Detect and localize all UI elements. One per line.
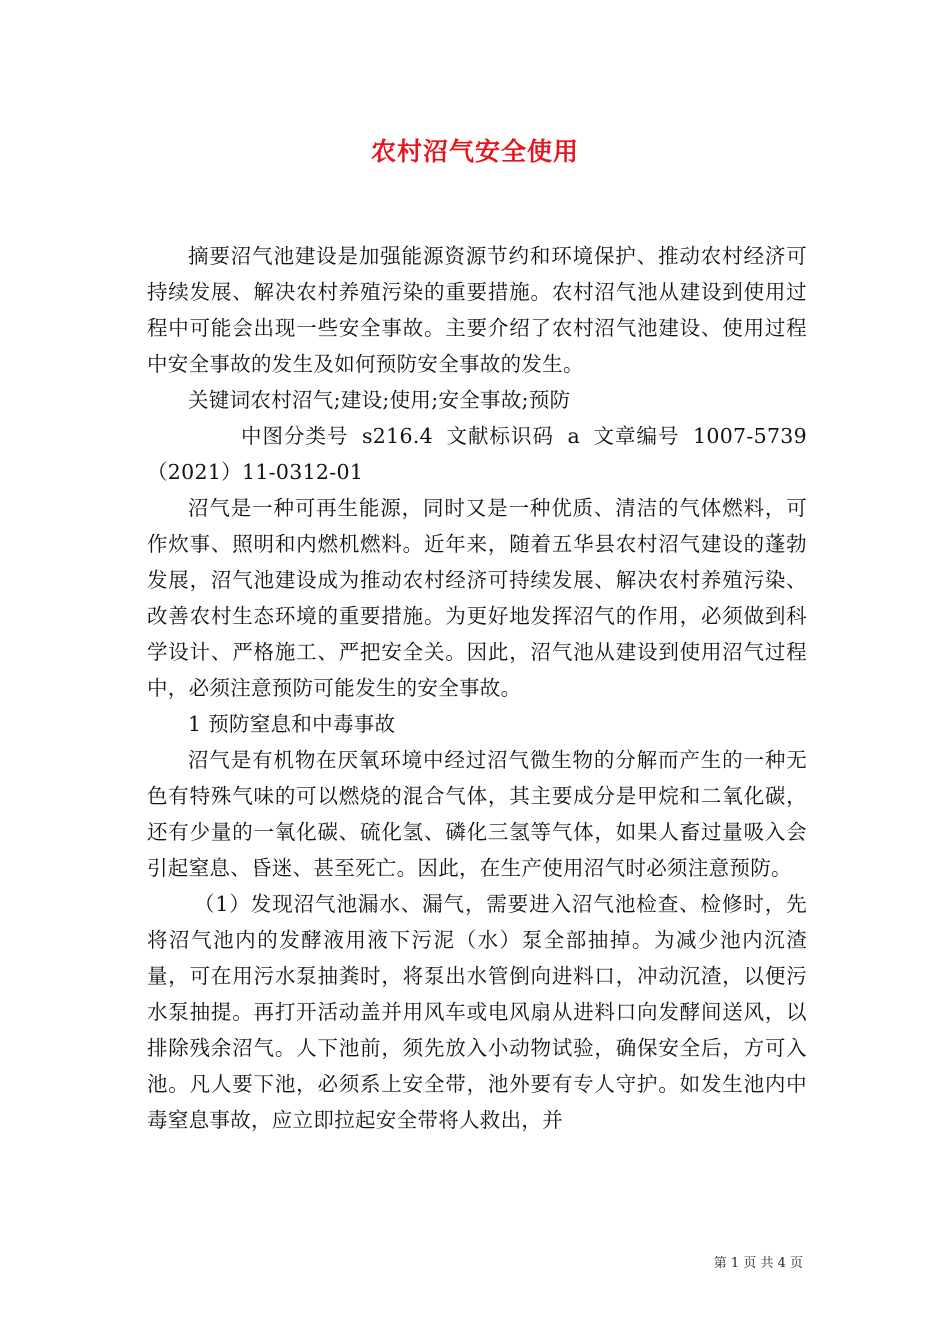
- intro-paragraph: 沼气是一种可再生能源，同时又是一种优质、清洁的气体燃料，可作炊事、照明和内燃机燃料。近年来，随着五华县农村沼气建设的蓬勃发展，沼气池建设成为推动农村经济可持续发展、解决农村养殖污染、改善农村生态环境的重要措施。为更好地发挥沼气的作用，必须做到科学设计、严格施工、严把安全关。因此，沼气池从建设到使用沼气过程中，必须注意预防可能发生的安全事故。: [147, 496, 807, 700]
- page-number: 第 1 页 共 4 页: [713, 1256, 803, 1271]
- section-body-paragraph: 沼气是有机物在厌氧环境中经过沼气微生物的分解而产生的一种无色有特殊气味的可以燃烧的混合气体，其主要成分是甲烷和二氧化碳，还有少量的一氧化碳、硫化氢、磷化三氢等气体，如果人畜过量吸入会引起窒息、昏迷、甚至死亡。因此，在生产使用沼气时必须注意预防。: [147, 748, 807, 880]
- section-heading: 1 预防窒息和中毒事故: [188, 712, 396, 736]
- keywords-paragraph: 关键词农村沼气;建设;使用;安全事故;预防: [188, 388, 571, 412]
- classification-paragraph: 中图分类号 s216.4 文献标识码 a 文章编号 1007-5739（2021）11-0312-01: [147, 424, 807, 484]
- article-body: [147, 238, 807, 1138]
- list-item-paragraph: （1）发现沼气池漏水、漏气，需要进入沼气池检查、检修时，先将沼气池内的发酵液用液下污泥（水）泵全部抽掉。为减少池内沉渣量，可在用污水泵抽粪时，将泵出水管倒向进料口，冲动沉渣，以便污水泵抽提。再打开活动盖并用风车或电风扇从进料口向发酵间送风，以排除残余沼气。人下池前，须先放入小动物试验，确保安全后，方可入池。凡人要下池，必须系上安全带，池外要有专人守护。如发生池内中毒窒息事故，应立即拉起安全带将人救出，并: [147, 892, 807, 1132]
- page-title: 农村沼气安全使用: [370, 137, 579, 166]
- abstract-paragraph: 摘要沼气池建设是加强能源资源节约和环境保护、推动农村经济可持续发展、解决农村养殖污染的重要措施。农村沼气池从建设到使用过程中可能会出现一些安全事故。主要介绍了农村沼气池建设、使用过程中安全事故的发生及如何预防安全事故的发生。: [147, 244, 807, 376]
